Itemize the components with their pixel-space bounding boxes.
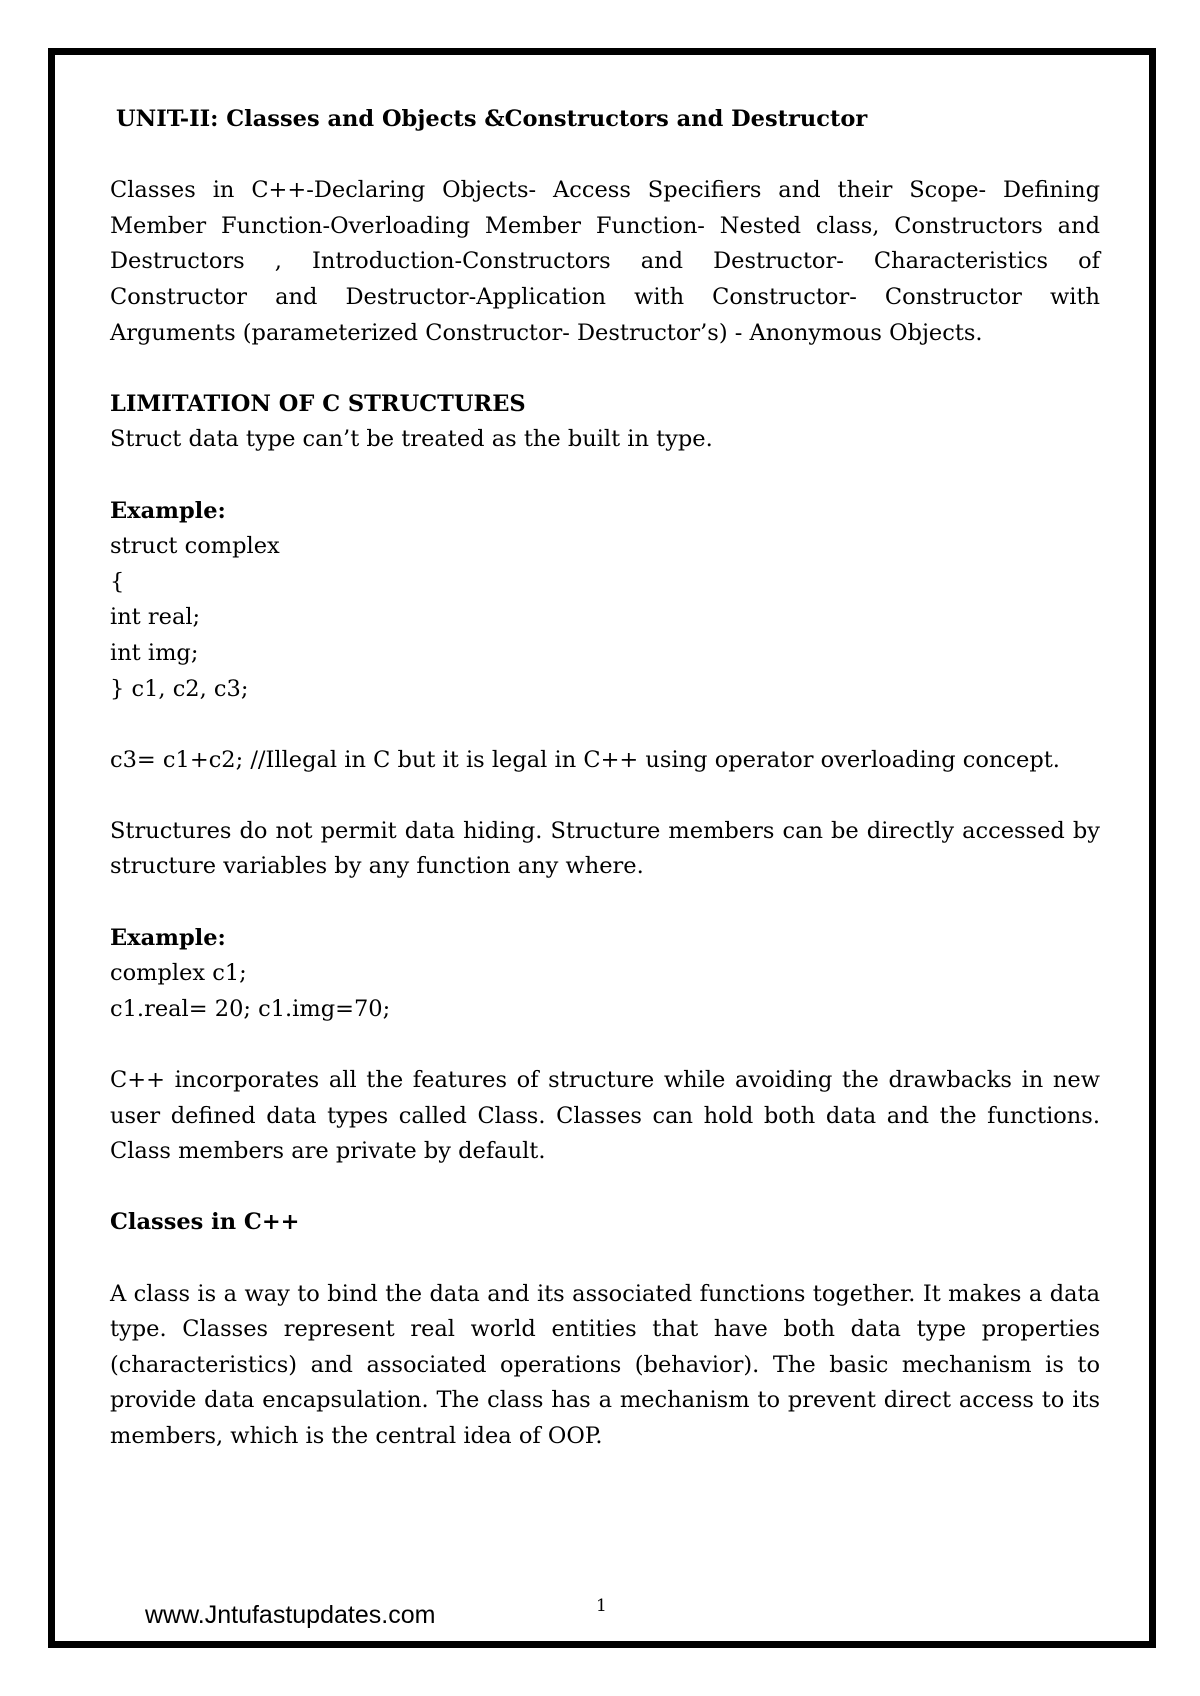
code-line: c1.real= 20; c1.img=70; [110, 995, 391, 1022]
example-2-label: Example: [110, 924, 226, 951]
code-line: complex c1; [110, 960, 247, 987]
classes-paragraph: A class is a way to bind the data and its associated functions together. It makes a data type. Classes represent real world entities that have both data type properties (characteristics) and associated operations (behavior). The basic mechanism is to provide data encapsulation. The class has a mechanism to prevent direct access to its members, which is the central idea of OOP. [110, 1280, 1100, 1449]
example-2-block [110, 921, 1100, 1028]
code-line: struct complex [110, 533, 280, 560]
limitation-text: Struct data type can’t be treated as the built in type. [110, 426, 713, 453]
limitation-heading: LIMITATION OF C STRUCTURES [110, 390, 526, 417]
code-line: { [110, 568, 125, 595]
example-1-block [110, 494, 1100, 708]
syllabus-paragraph: Classes in C++-Declaring Objects- Access Specifiers and their Scope- Defining Member Function-Overloading Member Function- Nested class, Constructors and Destructors , Introduction-Constructors and Destructor- Characteristics of Constructor and Destructor-Application with Constructor- Constructor with Arguments (parameterized Constructor- Destructor’s) - Anonymous Objects. [110, 177, 1100, 346]
illegal-in-c-line: c3= c1+c2; //Illegal in C but it is legal in C++ using operator overloading concept. [110, 746, 1060, 773]
document-title: UNIT-II: Classes and Objects &Constructors and Destructor [116, 106, 868, 132]
document-body [110, 102, 1100, 1490]
footer-website: www.Jntufastupdates.com [145, 1601, 436, 1629]
classes-heading: Classes in C++ [110, 1209, 300, 1236]
data-hiding-paragraph: Structures do not permit data hiding. Structure members can be directly accessed by structure variables by any function any where. [110, 817, 1100, 880]
cpp-features-paragraph: C++ incorporates all the features of structure while avoiding the drawbacks in new user defined data types called Class. Classes can hold both data and the functions. Class members are private by default. [110, 1067, 1100, 1165]
code-line: } c1, c2, c3; [110, 675, 249, 702]
code-line: int real; [110, 604, 201, 631]
code-line: int img; [110, 639, 199, 666]
example-1-label: Example: [110, 497, 226, 524]
page-number: 1 [596, 1596, 607, 1616]
